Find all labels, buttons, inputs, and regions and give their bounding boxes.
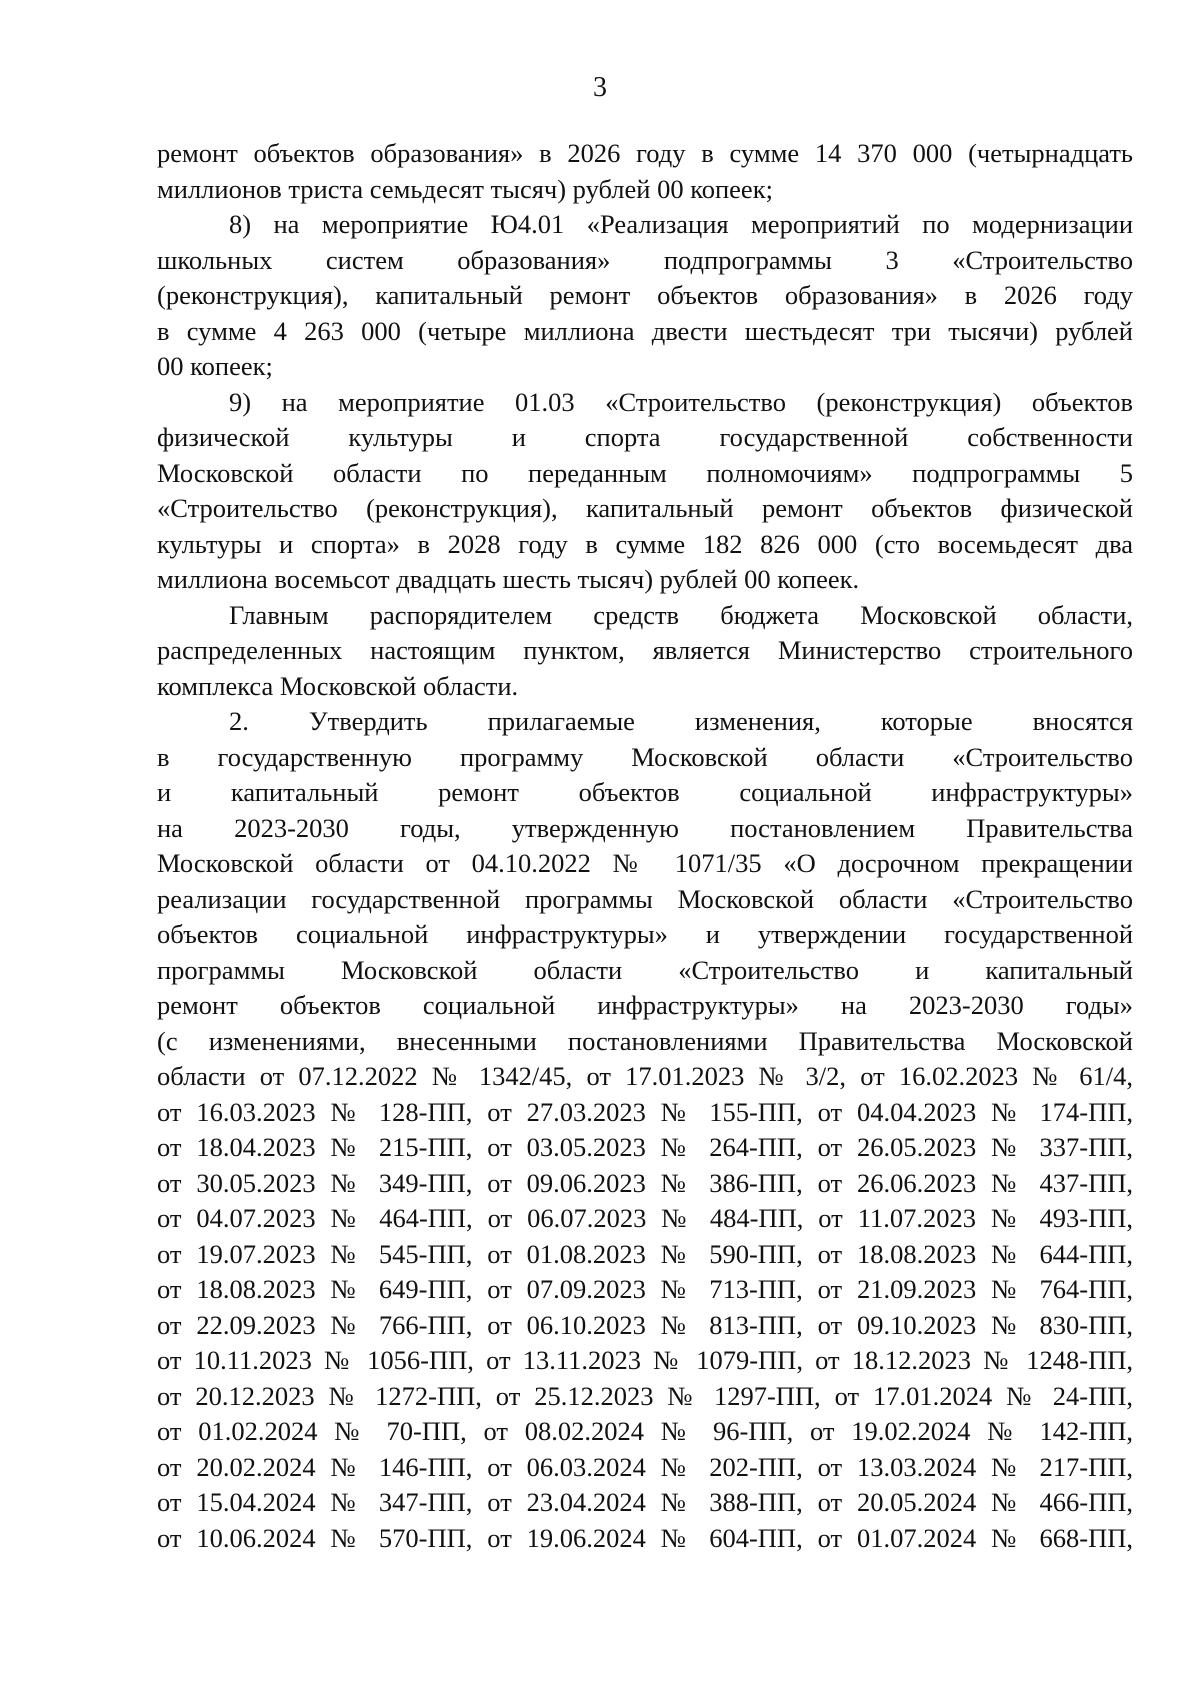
text-line: Московской области от 04.10.2022 № 1071/35 «О досрочном прекращении xyxy=(157,848,1133,878)
text-line: и капитальный ремонт объектов социальной инфраструктуры» xyxy=(157,777,1133,807)
text-line: от 22.09.2023 № 766-ПП, от 06.10.2023 № 813-ПП, от 09.10.2023 № 830-ПП, xyxy=(157,1309,1133,1340)
text-line: от 30.05.2023 № 349-ПП, от 09.06.2023 № 386-ПП, от 26.06.2023 № 437-ПП, xyxy=(157,1167,1133,1198)
text-line: на 2023-2030 годы, утвержденную постановлением Правительства xyxy=(157,812,1133,843)
text-line: от 15.04.2024 № 347-ПП, от 23.04.2024 № 388-ПП, от 20.05.2024 № 466-ПП, xyxy=(157,1487,1133,1517)
document-body xyxy=(157,136,1133,1556)
text-line: в сумме 4 263 000 (четыре миллиона двести шестьдесят три тысячи) рублей xyxy=(157,315,1133,346)
text-line: от 10.11.2023 № 1056-ПП, от 13.11.2023 № 1079-ПП, от 18.12.2023 № 1248-ПП, xyxy=(157,1345,1133,1375)
text-line: 2. Утвердить прилагаемые изменения, которые вносятся xyxy=(229,706,1133,736)
text-line: реализации государственной программы Московской области «Строительство xyxy=(157,883,1133,914)
text-line: от 19.07.2023 № 545-ПП, от 01.08.2023 № 590-ПП, от 18.08.2023 № 644-ПП, xyxy=(157,1238,1133,1269)
text-line: программы Московской области «Строительство и капитальный xyxy=(157,954,1133,985)
text-line: от 20.12.2023 № 1272-ПП, от 25.12.2023 № 1297-ПП, от 17.01.2024 № 24-ПП, xyxy=(157,1380,1133,1411)
text-line: от 04.07.2023 № 464-ПП, от 06.07.2023 № 484-ПП, от 11.07.2023 № 493-ПП, xyxy=(157,1203,1133,1233)
text-line: комплекса Московской области. xyxy=(157,670,519,701)
page-number: 3 xyxy=(593,72,607,103)
text-line: школьных систем образования» подпрограммы 3 «Строительство xyxy=(157,244,1133,275)
text-line: от 10.06.2024 № 570-ПП, от 19.06.2024 № 604-ПП, от 01.07.2024 № 668-ПП, xyxy=(157,1522,1133,1553)
text-line: в государственную программу Московской области «Строительство xyxy=(157,741,1133,772)
text-line: «Строительство (реконструкция), капитальный ремонт объектов физической xyxy=(157,493,1133,523)
text-line: от 01.02.2024 № 70-ПП, от 08.02.2024 № 96-ПП, от 19.02.2024 № 142-ПП, xyxy=(157,1416,1133,1446)
text-line: (с изменениями, внесенными постановлениями Правительства Московской xyxy=(157,1025,1133,1056)
text-line: от 16.03.2023 № 128-ПП, от 27.03.2023 № 155-ПП, от 04.04.2023 № 174-ПП, xyxy=(157,1096,1133,1127)
text-line: миллионов триста семьдесят тысяч) рублей 00 копеек; xyxy=(157,173,773,204)
text-line: физической культуры и спорта государственной собственности xyxy=(157,422,1133,452)
text-line: (реконструкция), капитальный ремонт объектов образования» в 2026 году xyxy=(157,280,1133,310)
text-line: Московской области по переданным полномочиям» подпрограммы 5 xyxy=(157,457,1133,488)
text-line: 8) на мероприятие Ю4.01 «Реализация мероприятий по модернизации xyxy=(229,209,1133,239)
text-line: области от 07.12.2022 № 1342/45, от 17.01.2023 № 3/2, от 16.02.2023 № 61/4, xyxy=(157,1061,1133,1091)
text-line: от 20.02.2024 № 146-ПП, от 06.03.2024 № 202-ПП, от 13.03.2024 № 217-ПП, xyxy=(157,1451,1133,1482)
text-line: 00 копеек; xyxy=(157,351,273,381)
text-line: ремонт объектов социальной инфраструктуры» на 2023-2030 годы» xyxy=(157,990,1133,1020)
text-line: культуры и спорта» в 2028 году в сумме 182 826 000 (сто восемьдесят два xyxy=(157,528,1133,559)
text-line: от 18.04.2023 № 215-ПП, от 03.05.2023 № 264-ПП, от 26.05.2023 № 337-ПП, xyxy=(157,1132,1133,1162)
text-line: объектов социальной инфраструктуры» и утверждении государственной xyxy=(157,919,1133,949)
text-line: 9) на мероприятие 01.03 «Строительство (реконструкция) объектов xyxy=(229,386,1133,417)
text-line: миллиона восемьсот двадцать шесть тысяч) рублей 00 копеек. xyxy=(157,564,860,594)
text-line: распределенных настоящим пунктом, является Министерство строительного xyxy=(157,635,1133,665)
text-line: от 18.08.2023 № 649-ПП, от 07.09.2023 № 713-ПП, от 21.09.2023 № 764-ПП, xyxy=(157,1274,1133,1304)
text-line: ремонт объектов образования» в 2026 году в сумме 14 370 000 (четырнадцать xyxy=(157,138,1133,168)
text-line: Главным распорядителем средств бюджета Московской области, xyxy=(229,599,1133,630)
